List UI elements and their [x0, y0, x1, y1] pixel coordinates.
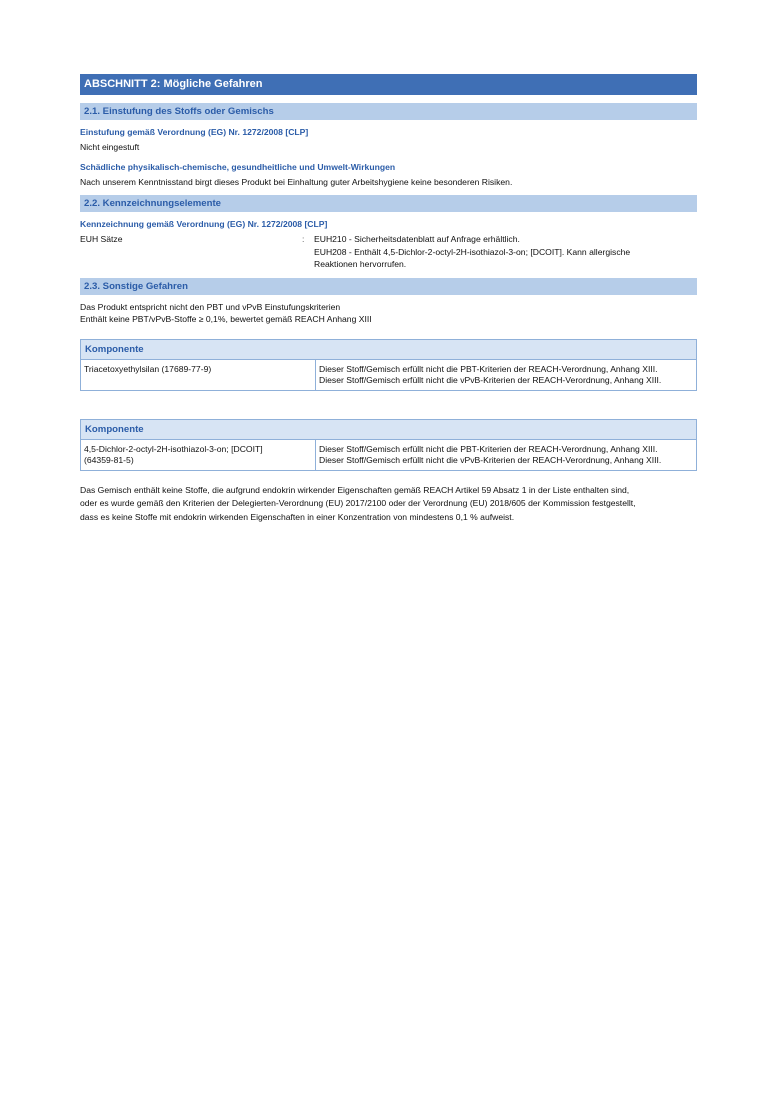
- clp-classification-value: Nicht eingestuft: [80, 142, 140, 152]
- component-criteria-cell: [316, 359, 697, 390]
- component-name-line: Triacetoxyethylsilan (17689-77-9): [84, 363, 212, 374]
- component-table-header: Komponente: [81, 339, 697, 359]
- component-table-1: [80, 339, 697, 391]
- harmful-effects-text: Nach unserem Kenntnisstand birgt dieses Produkt bei Einhaltung guter Arbeitshygiene keine besonderen Risiken.: [80, 177, 513, 187]
- euh-statements-label: EUH Sätze: [80, 234, 123, 244]
- component-name-cell: [81, 439, 316, 470]
- criteria-line: Dieser Stoff/Gemisch erfüllt nicht die PBT-Kriterien der REACH-Verordnung, Anhang XIII.: [319, 363, 658, 374]
- pbt-criteria-text: Das Produkt entspricht nicht den PBT und vPvB Einstufungskriterien: [80, 301, 341, 312]
- criteria-line: Dieser Stoff/Gemisch erfüllt nicht die vPvB-Kriterien der REACH-Verordnung, Anhang XIII.: [319, 375, 662, 385]
- table-row: [81, 439, 697, 470]
- euh-line: Reaktionen hervorrufen.: [314, 259, 407, 269]
- endocrine-paragraph: [80, 484, 697, 525]
- euh-colon: :: [302, 234, 305, 244]
- endocrine-line: dass es keine Stoffe mit endokrin wirkenden Eigenschaften in einer Konzentration von mindestens 0,1 % aufweist.: [80, 511, 515, 522]
- subsection-2-1-title: 2.1. Einstufung des Stoffs oder Gemischs: [80, 103, 697, 120]
- table-row: [81, 359, 697, 390]
- component-name-cell: [81, 359, 316, 390]
- section-title: ABSCHNITT 2: Mögliche Gefahren: [80, 74, 697, 95]
- endocrine-line: Das Gemisch enthält keine Stoffe, die aufgrund endokrin wirkender Eigenschaften gemäß REACH Artikel 59 Absatz 1 in der Liste enthalten sind,: [80, 484, 630, 495]
- euh-line: EUH208 - Enthält 4,5-Dichlor-2-octyl-2H-isothiazol-3-on; [DCOIT]. Kann allergische: [314, 246, 631, 257]
- subsection-2-2-title: 2.2. Kennzeichnungselemente: [80, 195, 697, 212]
- clp-labelling-label: Kennzeichnung gemäß Verordnung (EG) Nr. 1272/2008 [CLP]: [80, 219, 328, 229]
- clp-classification-label: Einstufung gemäß Verordnung (EG) Nr. 1272/2008 [CLP]: [80, 127, 309, 137]
- euh-statements-values: [314, 233, 664, 271]
- sds-section-2: [80, 74, 697, 524]
- criteria-line: Dieser Stoff/Gemisch erfüllt nicht die vPvB-Kriterien der REACH-Verordnung, Anhang XIII.: [319, 455, 662, 465]
- subsection-2-3-title: 2.3. Sonstige Gefahren: [80, 278, 697, 295]
- component-criteria-cell: [316, 439, 697, 470]
- criteria-line: Dieser Stoff/Gemisch erfüllt nicht die PBT-Kriterien der REACH-Verordnung, Anhang XIII.: [319, 443, 658, 454]
- component-table-header: Komponente: [81, 419, 697, 439]
- euh-line: EUH210 - Sicherheitsdatenblatt auf Anfrage erhältlich.: [314, 234, 520, 244]
- harmful-effects-label: Schädliche physikalisch-chemische, gesundheitliche und Umwelt-Wirkungen: [80, 162, 396, 172]
- pbt-substances-text: Enthält keine PBT/vPvB-Stoffe ≥ 0,1%, bewertet gemäß REACH Anhang XIII: [80, 313, 372, 324]
- component-name-line: 4,5-Dichlor-2-octyl-2H-isothiazol-3-on; [DCOIT]: [84, 443, 263, 454]
- component-table-2: [80, 419, 697, 471]
- endocrine-line: oder es wurde gemäß den Kriterien der Delegierten-Verordnung (EU) 2017/2100 oder der Verordnung (EU) 2018/605 der Kommission festgestellt,: [80, 498, 636, 509]
- component-name-line: (64359-81-5): [84, 455, 134, 465]
- euh-statements-row: [80, 233, 697, 271]
